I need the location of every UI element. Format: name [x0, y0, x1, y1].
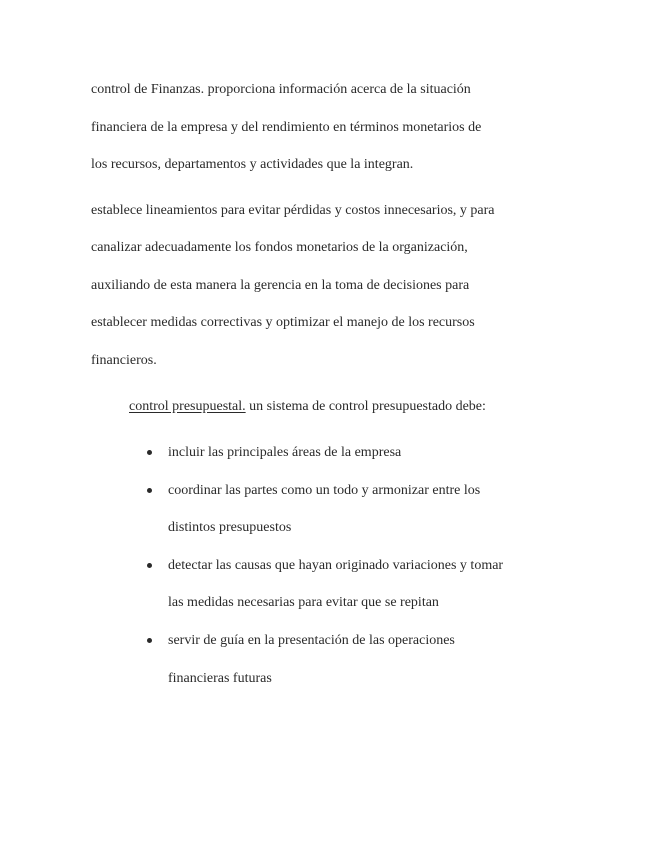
bullet-4-line-1: servir de guía en la presentación de las operaciones	[168, 633, 455, 648]
bullet-1-line-1: incluir las principales áreas de la empresa	[168, 445, 402, 460]
paragraph-1-line-3: los recursos, departamentos y actividades que la integran.	[91, 157, 414, 172]
paragraph-2-line-5: financieros.	[91, 353, 157, 368]
section-heading: control presupuestal.	[129, 399, 246, 414]
section-heading-line	[129, 398, 486, 416]
paragraph-1-line-1: control de Finanzas. proporciona información acerca de la situación	[91, 82, 471, 97]
paragraph-2-line-1: establece lineamientos para evitar pérdidas y costos innecesarios, y para	[91, 203, 495, 218]
bullet-3-line-1: detectar las causas que hayan originado variaciones y tomar	[168, 558, 504, 573]
bullet-4-line-2: financieras futuras	[168, 671, 272, 686]
paragraph-2-line-4: establecer medidas correctivas y optimizar el manejo de los recursos	[91, 315, 475, 330]
bullet-dot-icon	[147, 638, 152, 643]
paragraph-2-line-2: canalizar adecuadamente los fondos monetarios de la organización,	[91, 240, 468, 255]
paragraph-2-line-3: auxiliando de esta manera la gerencia en la toma de decisiones para	[91, 278, 470, 293]
bullet-3-line-2: las medidas necesarias para evitar que se repitan	[168, 595, 439, 610]
paragraph-1-line-2: financiera de la empresa y del rendimiento en términos monetarios de	[91, 120, 482, 135]
bullet-2-line-2: distintos presupuestos	[168, 520, 292, 535]
bullet-2-line-1: coordinar las partes como un todo y armonizar entre los	[168, 483, 481, 498]
bullet-dot-icon	[147, 563, 152, 568]
bullet-dot-icon	[147, 488, 152, 493]
section-intro: un sistema de control presupuestado debe:	[245, 399, 486, 414]
bullet-dot-icon	[147, 450, 152, 455]
